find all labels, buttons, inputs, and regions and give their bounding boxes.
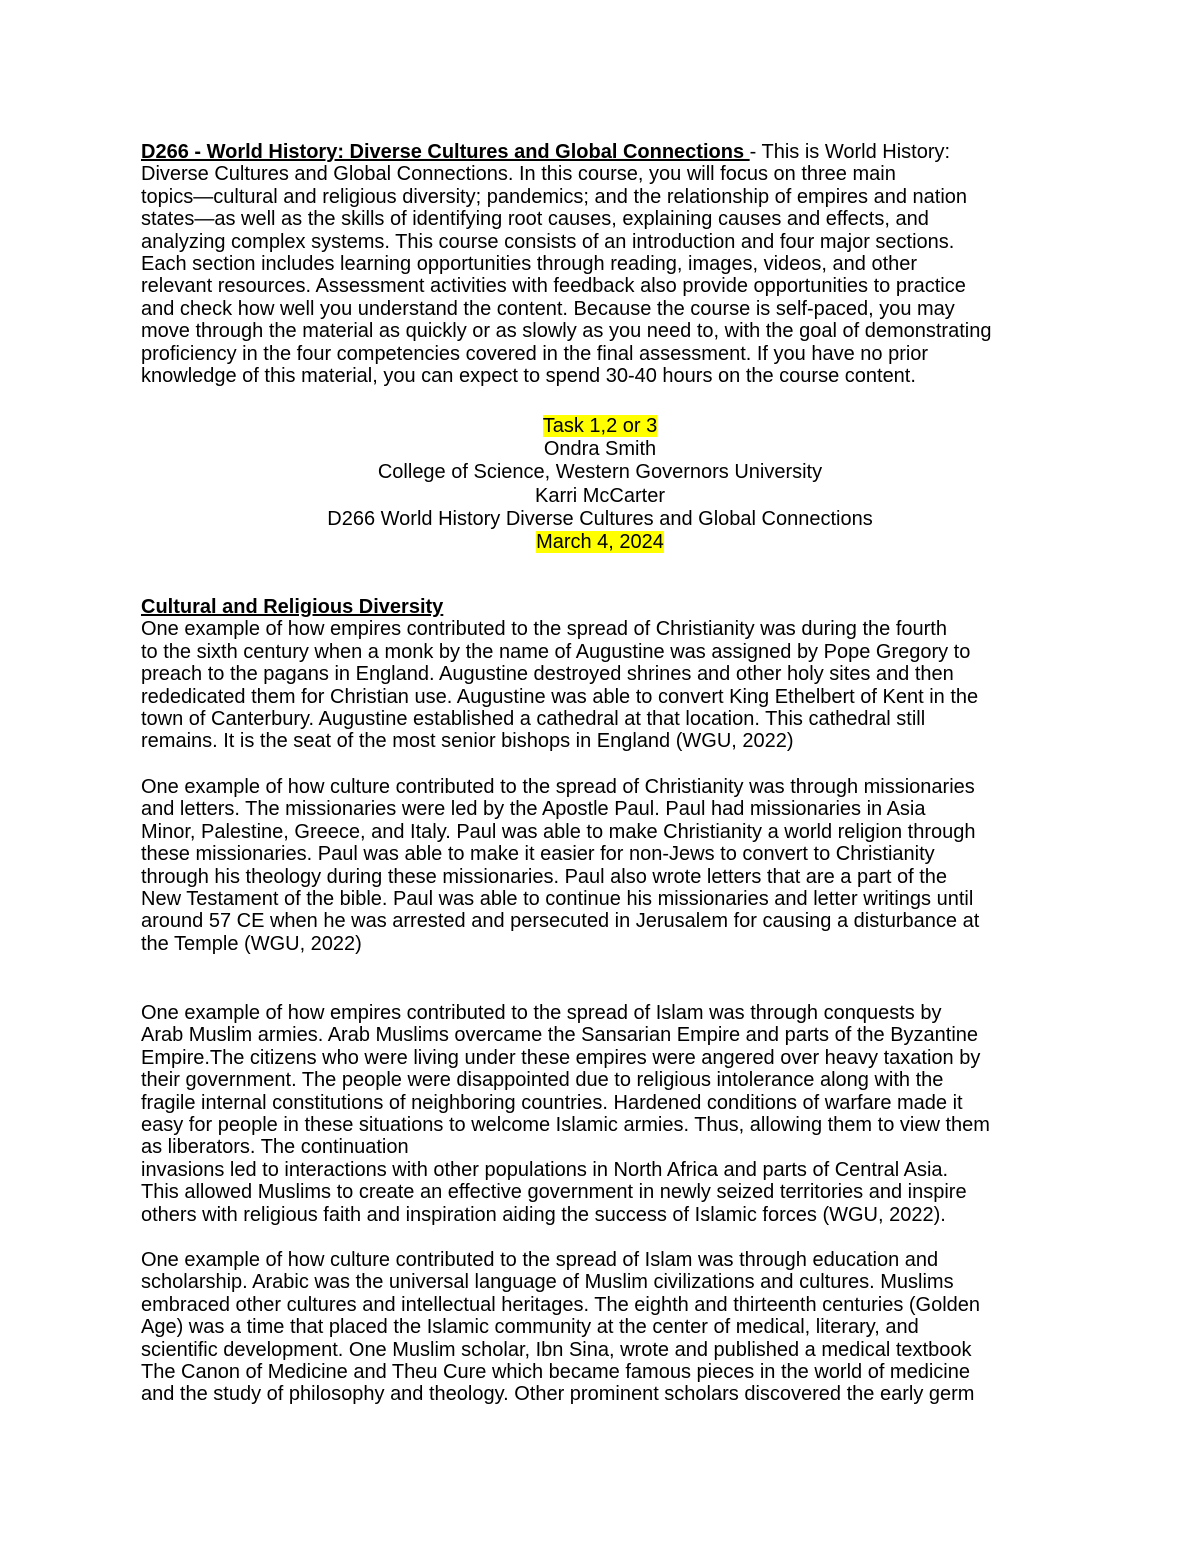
- paragraph-line: and letters. The missionaries were led by the Apostle Paul. Paul had missionaries in Asia: [141, 798, 926, 821]
- intro-line: Diverse Cultures and Global Connections. In this course, you will focus on three main: [141, 163, 896, 186]
- paragraph-line: preach to the pagans in England. Augustine destroyed shrines and other holy sites and then: [141, 663, 954, 686]
- paragraph-christianity-culture: [141, 776, 1081, 955]
- paragraph-line: Arab Muslim armies. Arab Muslims overcame the Sansarian Empire and parts of the Byzantine: [141, 1024, 979, 1047]
- paragraph-line: others with religious faith and inspiration aiding the success of Islamic forces (WGU, 2022).: [141, 1203, 946, 1226]
- paragraph-line: Minor, Palestine, Greece, and Italy. Paul was able to make Christianity a world religion through: [141, 820, 976, 843]
- author-name: Ondra Smith: [543, 438, 657, 461]
- paragraph-islam-empires: [141, 1002, 1081, 1226]
- intro-line: states—as well as the skills of identifying root causes, explaining causes and effects, and: [141, 208, 929, 231]
- paragraph-line: around 57 CE when he was arrested and persecuted in Jerusalem for causing a disturbance at: [141, 910, 980, 933]
- intro-line: move through the material as quickly or as slowly as you need to, with the goal of demonstrating: [141, 320, 992, 343]
- title-block: [0, 415, 1200, 554]
- paragraph-line: The Canon of Medicine and Theu Cure which became famous pieces in the world of medicine: [141, 1361, 970, 1384]
- paragraph-line: embraced other cultures and intellectual heritages. The eighth and thirteenth centuries (Golden: [141, 1293, 981, 1316]
- paragraph-line: town of Canterbury. Augustine established a cathedral at that location. This cathedral still: [141, 708, 926, 731]
- paragraph-line: as liberators. The continuation: [141, 1136, 409, 1159]
- college-name: College of Science, Western Governors University: [377, 461, 823, 484]
- section-cultural-religious: [141, 596, 1081, 753]
- paragraph-line: easy for people in these situations to welcome Islamic armies. Thus, allowing them to view them: [141, 1114, 990, 1137]
- paragraph-line: these missionaries. Paul was able to make it easier for non-Jews to convert to Christianity: [141, 843, 935, 866]
- intro-line: Each section includes learning opportunities through reading, images, videos, and other: [141, 253, 918, 276]
- paragraph-line: One example of how empires contributed to the spread of Islam was through conquests by: [141, 1002, 942, 1024]
- paragraph-line: One example of how empires contributed to the spread of Christianity was during the fourth: [141, 618, 947, 641]
- intro-line: proficiency in the four competencies covered in the final assessment. If you have no prior: [141, 342, 929, 365]
- intro-line: topics—cultural and religious diversity; pandemics; and the relationship of empires and nation: [141, 185, 968, 208]
- intro-line: analyzing complex systems. This course consists of an introduction and four major sections.: [141, 230, 955, 253]
- intro-line: knowledge of this material, you can expect to spend 30-40 hours on the course content.: [141, 365, 916, 388]
- paragraph-line: rededicated them for Christian use. Augustine was able to convert King Ethelbert of Kent in the: [141, 685, 979, 708]
- paragraph-line: through his theology during these missionaries. Paul also wrote letters that are a part of the: [141, 865, 948, 888]
- course-title: D266 - World History: Diverse Cultures and Global Connections: [141, 141, 750, 163]
- paragraph-line: their government. The people were disappointed due to religious intolerance along with the: [141, 1069, 944, 1092]
- paragraph-line: Empire.The citizens who were living under these empires were angered over heavy taxation by: [141, 1046, 981, 1069]
- paragraph-line: One example of how culture contributed to the spread of Islam was through education and: [141, 1249, 939, 1271]
- paragraph-line: New Testament of the bible. Paul was able to continue his missionaries and letter writings until: [141, 888, 974, 911]
- paragraph-line: invasions led to interactions with other populations in North Africa and parts of Central Asia.: [141, 1158, 949, 1181]
- instructor-name: Karri McCarter: [534, 484, 665, 507]
- paragraph-line: scientific development. One Muslim scholar, Ibn Sina, wrote and published a medical textbook: [141, 1338, 972, 1361]
- paragraph-line: This allowed Muslims to create an effective government in newly seized territories and inspire: [141, 1181, 967, 1204]
- paragraph-line: Age) was a time that placed the Islamic community at the center of medical, literary, and: [141, 1316, 919, 1339]
- paragraph-line: and the study of philosophy and theology. Other prominent scholars discovered the early germ: [141, 1383, 975, 1406]
- document-date: March 4, 2024: [536, 531, 664, 554]
- intro-line: and check how well you understand the content. Because the course is self-paced, you may: [141, 297, 955, 320]
- paragraph-line: remains. It is the seat of the most senior bishops in England (WGU, 2022): [141, 730, 794, 753]
- intro-line: relevant resources. Assessment activities with feedback also provide opportunities to practice: [141, 275, 966, 298]
- paragraph-islam-culture: [141, 1249, 1081, 1406]
- paragraph-line: fragile internal constitutions of neighboring countries. Hardened conditions of warfare made it: [141, 1091, 963, 1114]
- task-label: Task 1,2 or 3: [542, 415, 658, 437]
- paragraph-line: scholarship. Arabic was the universal language of Muslim civilizations and cultures. Muslims: [141, 1271, 954, 1294]
- intro-paragraph: [141, 141, 1081, 387]
- paragraph-line: the Temple (WGU, 2022): [141, 932, 362, 955]
- section-heading: Cultural and Religious Diversity: [141, 596, 444, 618]
- course-title-suffix: - This is World History:: [749, 141, 951, 163]
- course-name: D266 World History Diverse Cultures and Global Connections: [327, 507, 873, 530]
- paragraph-line: to the sixth century when a monk by the name of Augustine was assigned by Pope Gregory to: [141, 640, 971, 663]
- paragraph-line: One example of how culture contributed to the spread of Christianity was through missionaries: [141, 776, 975, 798]
